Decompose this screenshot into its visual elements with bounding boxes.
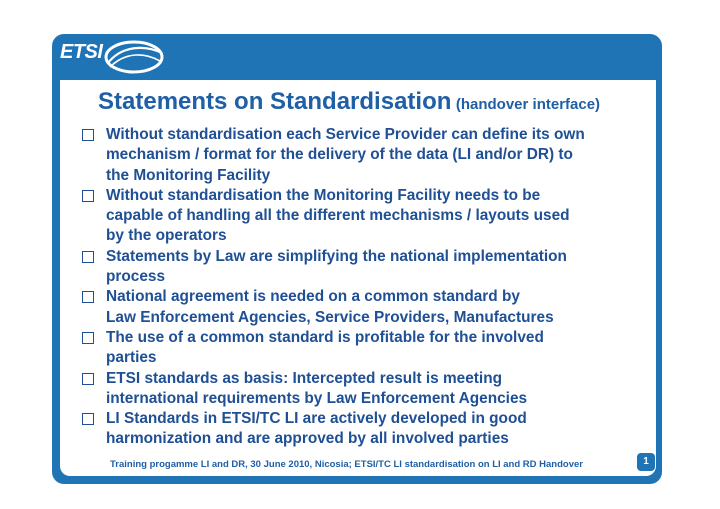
bullet-text: ETSI standards as basis: Intercepted result is meeting international requirements by Law Enforcement Agencies (106, 369, 528, 407)
checkbox-icon (82, 129, 94, 141)
bullet-text: The use of a common standard is profitable for the involved parties (106, 328, 544, 367)
title-main: Statements on Standardisation (98, 88, 452, 115)
bullet-text: Statements by Law are simplifying the national implementation process (106, 247, 567, 286)
slide-title (98, 88, 658, 116)
checkbox-icon (82, 332, 94, 344)
checkbox-icon (82, 291, 94, 303)
page-number-badge: 1 (637, 453, 655, 471)
checkbox-icon (82, 190, 94, 202)
bullet-text: LI Standards in ETSI/TC LI are actively developed in good harmonization and are approved by all involved parties (106, 410, 527, 448)
logo-text: ETSI (60, 41, 103, 63)
etsi-logo (60, 37, 170, 77)
bullet-text: Without standardisation each Service Provider can define its own mechanism / format for the delivery of the data (LI and/or DR) to the Monitoring Facility (106, 126, 585, 184)
bullet-text: National agreement is needed on a common standard by Law Enforcement Agencies, Service Providers, Manufactures (106, 288, 554, 326)
bullet-item (80, 409, 650, 450)
bullet-list (80, 125, 650, 450)
checkbox-icon (82, 373, 94, 385)
logo-swoosh-icon (100, 37, 168, 77)
slide-footer: Training progamme LI and DR, 30 June 2010, Nicosia; ETSI/TC LI standardisation on LI and RD Handover (110, 459, 583, 470)
bullet-item (80, 369, 650, 410)
bullet-item (80, 125, 650, 186)
bullet-item (80, 247, 650, 288)
checkbox-icon (82, 413, 94, 425)
bullet-item (80, 186, 650, 247)
bullet-item (80, 328, 650, 369)
bullet-item (80, 287, 650, 328)
title-subtitle: (handover interface) (455, 96, 601, 113)
checkbox-icon (82, 251, 94, 263)
bullet-text: Without standardisation the Monitoring Facility needs to be capable of handling all the different mechanisms / layouts used by the operators (106, 186, 570, 245)
